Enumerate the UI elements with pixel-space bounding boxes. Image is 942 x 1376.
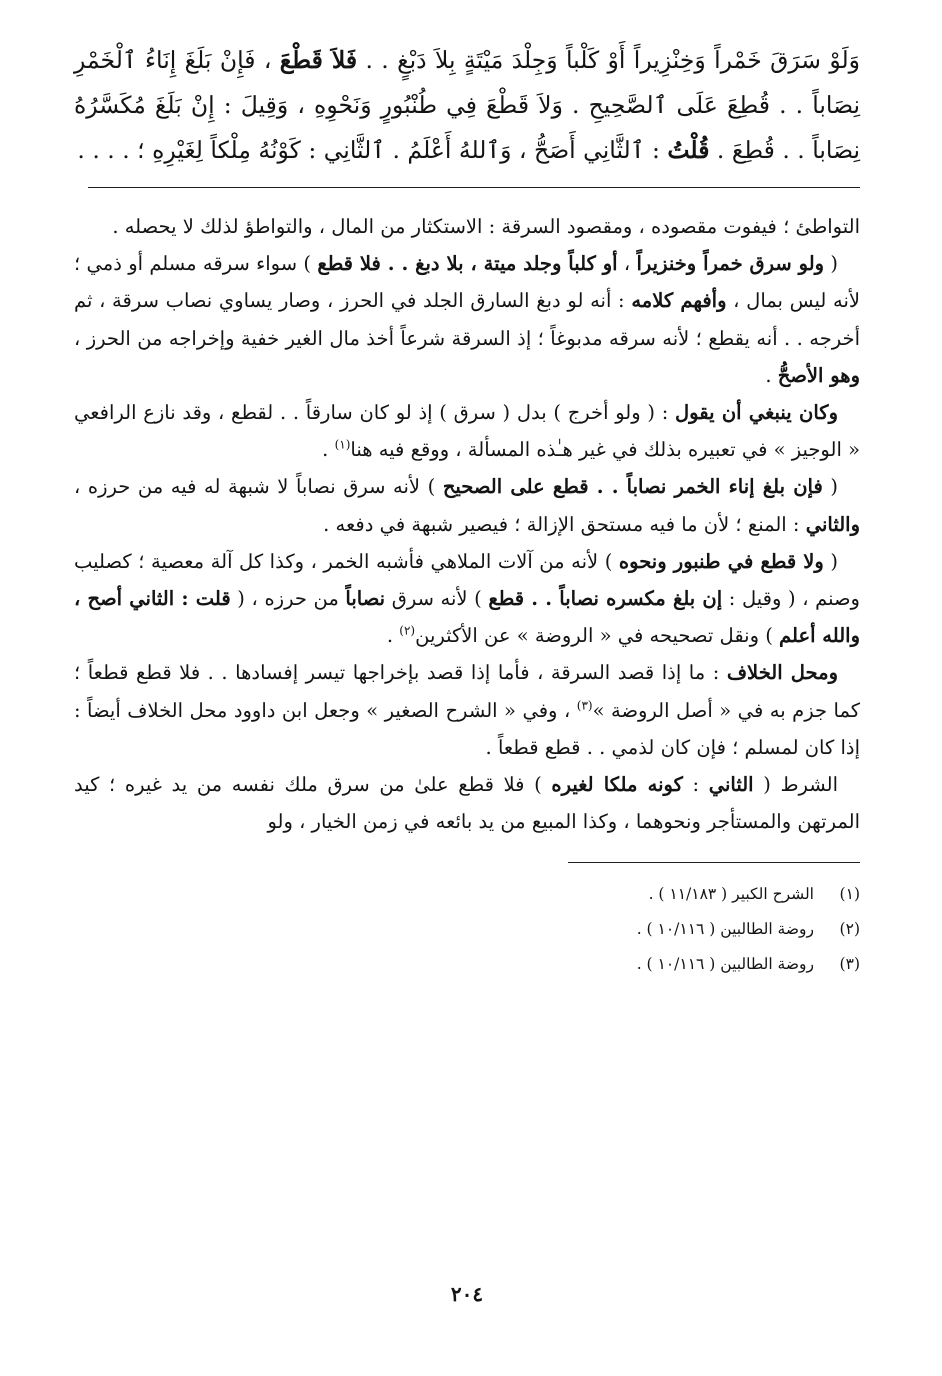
commentary-text: : ( ولو أخرج ) بدل ( سرق ) إذ لو كان سارقاً . . لقطع ، وقد نازع الرافعي « الوجيز » في تعبيره بذلك في غير هـٰذه المسألة ، ووقع فيه هنا [74, 401, 860, 462]
quoted-matn: والثاني [805, 512, 860, 536]
quoted-matn: الثاني [708, 773, 754, 797]
commentary-text: ) لأنه من آلات الملاهي فأشبه الخمر ، وكذا كل آلة معصية ؛ كصليب وصنم ، ( وقيل : [74, 549, 860, 611]
footnote-text: روضة الطالبين ( ١٠/١١٦ ) . [636, 955, 814, 974]
page-number: ٢٠٤ [450, 1282, 484, 1306]
footnote-item [74, 947, 860, 982]
commentary-paragraph [74, 654, 860, 766]
quoted-matn: وهو الأصحُّ [777, 363, 860, 387]
quoted-matn: فإن بلغ إناء الخمر نصاباً . . قطع على الصحيح [442, 475, 823, 499]
footnotes [74, 877, 860, 982]
commentary-paragraph [74, 543, 860, 655]
commentary-paragraph [74, 394, 860, 468]
commentary-text: : [682, 773, 709, 797]
commentary-paragraph [74, 766, 860, 840]
commentary-text: . [322, 438, 335, 462]
footnote-item [74, 912, 860, 947]
footnote-divider [568, 862, 860, 863]
commentary-text: التواطئ ؛ فيفوت مقصوده ، ومقصود السرقة : الاستكثار من المال ، والتواطؤ لذلك لا يحصله . [112, 215, 860, 238]
commentary-text: ) سواء سرقه مسلم أو ذمي ؛ لأنه ليس بمال ، [74, 252, 860, 313]
quoted-matn: وكان ينبغي أن يقول [674, 401, 838, 425]
footnote-item [74, 877, 860, 912]
book-page [74, 38, 860, 1348]
matn-segment: قُلْتُ [667, 136, 710, 164]
quoted-matn: أو كلباً وجلد ميتة ، بلا دبغ . . فلا قطع [317, 252, 618, 276]
commentary-text: ، [617, 252, 637, 276]
commentary-paragraph [74, 468, 860, 542]
commentary-text: ) فلا قطع علىٰ من سرق ملك نفسه من يد غيره ؛ كيد المرتهن والمستأجر ونحوهما ، وكذا المبيع من يد بائعه في زمن الخيار ، ولو [74, 773, 860, 834]
commentary-text: ) لأنه سرق [385, 587, 489, 611]
footnote-text: روضة الطالبين ( ١٠/١١٦ ) . [636, 920, 814, 939]
matn-segment: . وَلاَ قَطْعَ فِي طُنْبُورٍ وَنَحْوِهِ ، وَقِيلَ : إِنْ بَلَغَ مُكَسَّرُهُ نِصَاباً . . قُطِعَ . [74, 91, 860, 164]
commentary [74, 208, 860, 840]
commentary-text: ، وفي « الشرح الصغير » وجعل ابن داوود محل الخلاف أيضاً : إذا كان لمسلم ؛ فإن كان لذمي . . قطع قطعاً . [74, 698, 860, 759]
quoted-matn: ومحل الخلاف [726, 661, 838, 685]
quoted-matn: وأفهم كلامه [631, 289, 727, 313]
commentary-text: : المنع ؛ لأن ما فيه مستحق الإزالة ؛ فيصير شبهة في دفعه . [323, 512, 806, 536]
quoted-matn: نصاباً [345, 587, 386, 611]
footnote-number: (١) [839, 885, 860, 904]
commentary-text: ) لأنه سرق نصاباً لا شبهة له فيه من حرزه ، [74, 475, 443, 499]
commentary-text: ) ونقل تصحيحه في « الروضة » عن الأكثرين [415, 624, 780, 648]
matn-segment: ، [255, 46, 280, 74]
commentary-text: . [386, 624, 400, 648]
footnote-marker: (٢) [399, 623, 416, 638]
matn-text [74, 38, 860, 173]
quoted-matn: إن بلغ مكسره نصاباً . . قطع [488, 587, 723, 611]
matn-segment: : ٱلثَّانِي أَصَحُّ ، وَٱللهُ أَعْلَمُ . ٱلثَّانِي : كَوْنُهُ مِلْكاً لِغَيْرِهِ ؛ . . . . [77, 136, 668, 164]
commentary-text: ( [822, 475, 838, 499]
matn-segment: وَلَوْ سَرَقَ خَمْراً وَخِنْزِيراً أَوْ كَلْباً وَجِلْدَ مَيْتَةٍ بِلاَ دَبْغٍ . . [357, 46, 860, 74]
commentary-paragraph [74, 245, 860, 394]
commentary-text: : أنه لو دبغ السارق الجلد في الحرز ، وصار يساوي نصاب سرقة ، ثم أخرجه . . أنه يقطع ؛ لأنه سرقه مدبوغاً ؛ إذ السرقة شرعاً أخذ مال الغير خفية وإخراجه من الحرز ، [74, 289, 860, 350]
footnote-marker: (٣) [576, 698, 593, 713]
matn-segment: فَإِنْ بَلَغَ إِنَاءُ ٱلْخَمْرِ نِصَاباً . . قُطِعَ عَلَى ٱلصَّحِيحِ [74, 46, 861, 119]
commentary-text: ( [823, 549, 838, 573]
quoted-matn: ولو سرق خمراً وخنزيراً [636, 252, 825, 276]
footnote-number: (٣) [839, 955, 860, 974]
footnote-marker: (١) [334, 437, 351, 452]
commentary-text: من حرزه ، ( [230, 587, 346, 611]
commentary-text: : ما إذا قصد السرقة ، فأما إذا قصد بإخراجها تيسر إفسادها . . فلا قطع قطعاً ؛ كما جزم به في « أصل الروضة » [74, 661, 860, 722]
quoted-matn: قلت : الثاني أصح ، والله أعلم [74, 587, 860, 648]
quoted-matn: كونه ملكا لغيره [551, 773, 683, 797]
matn-segment: فَلاَ قَطْعَ [279, 46, 358, 74]
commentary-paragraph [74, 208, 860, 245]
commentary-text: الشرط ( [753, 773, 838, 797]
matn-divider [88, 187, 860, 188]
quoted-matn: ولا قطع في طنبور ونحوه [618, 549, 824, 573]
commentary-text: . [765, 363, 778, 387]
footnote-text: الشرح الكبير ( ١١/١٨٣ ) . [648, 885, 814, 904]
commentary-text: ( [824, 252, 838, 276]
footnote-number: (٢) [839, 920, 860, 939]
